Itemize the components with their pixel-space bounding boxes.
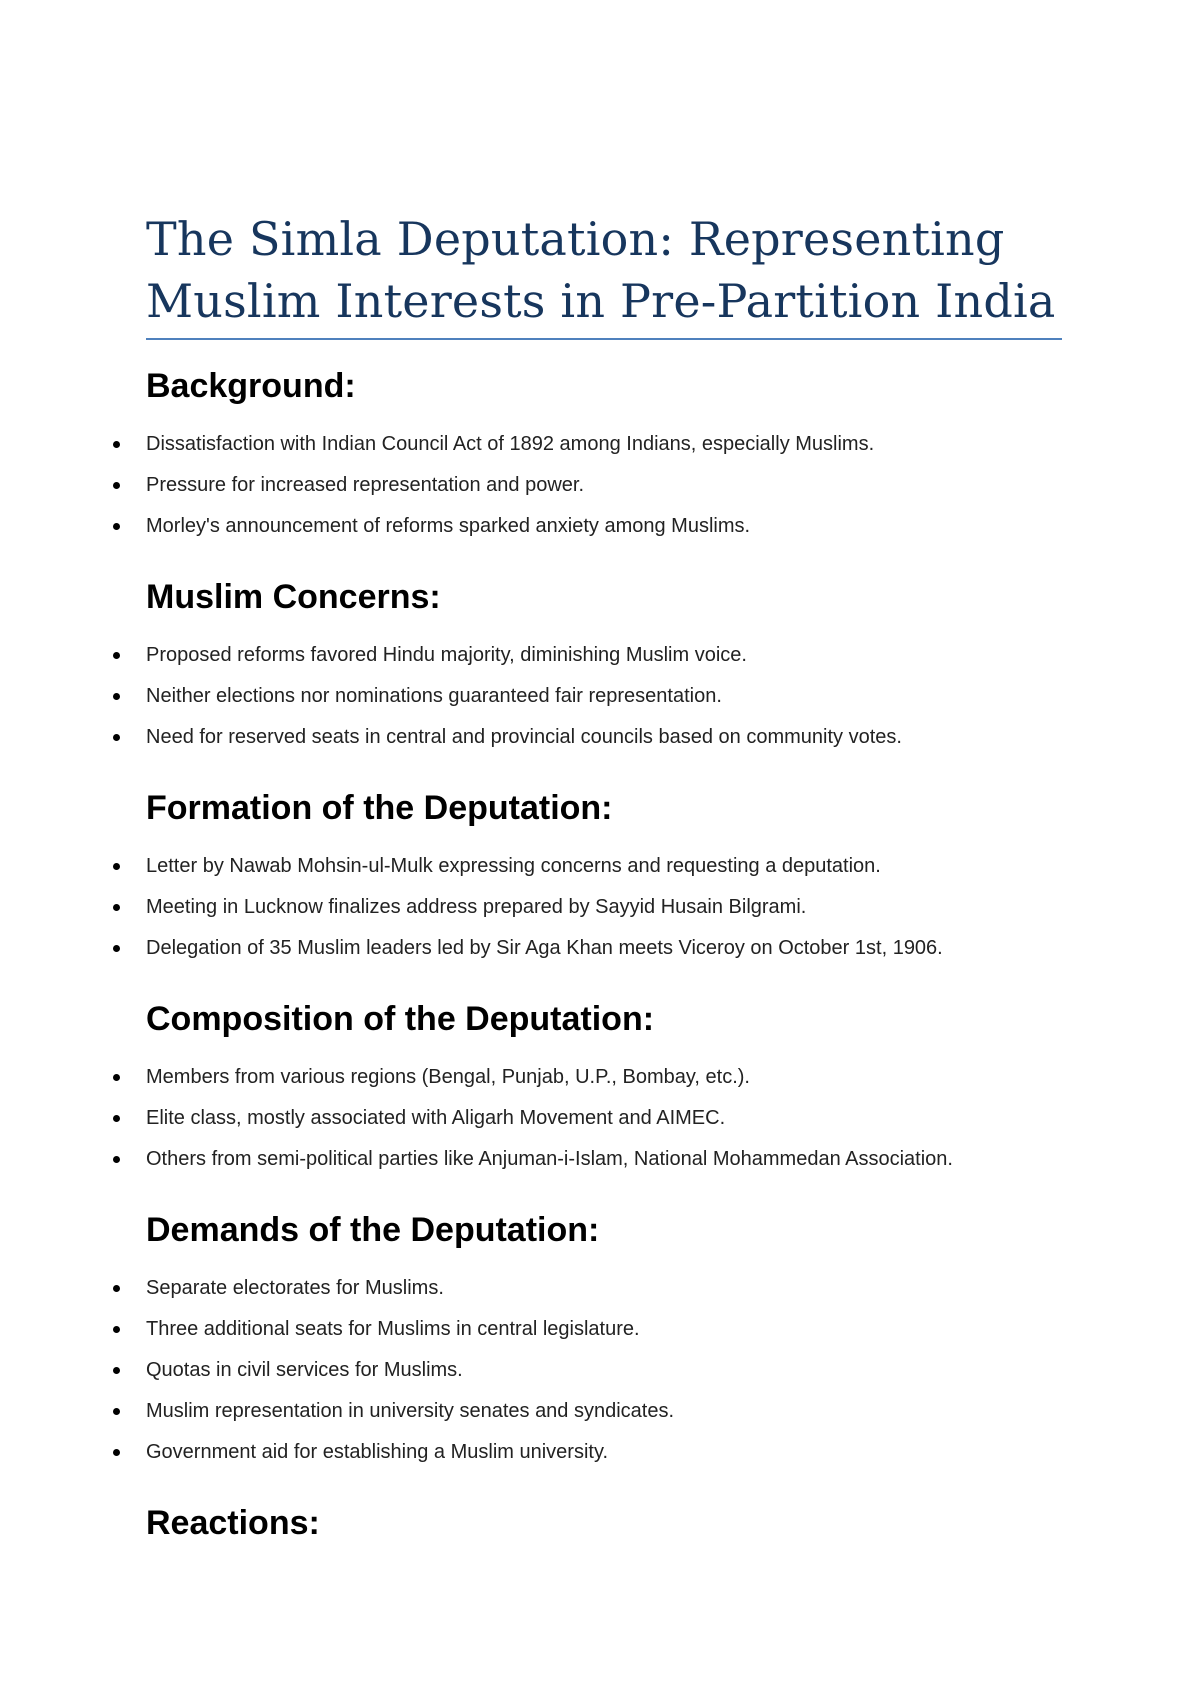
section-formation (146, 788, 1062, 969)
section-composition (146, 999, 1062, 1180)
list-item (146, 846, 1062, 887)
list-item-text: Government aid for establishing a Muslim university. (146, 1441, 609, 1463)
document-title-line-1: The Simla Deputation: Representing (146, 212, 1005, 266)
list-item (146, 1350, 1062, 1391)
list-item-text: Pressure for increased representation and power. (146, 474, 585, 496)
list-item (146, 465, 1062, 506)
list-item-text: Separate electorates for Muslims. (146, 1277, 444, 1299)
bullet-icon (113, 1408, 120, 1415)
document-title-line-2: Muslim Interests in Pre-Partition India (146, 274, 1056, 328)
list-item (146, 1139, 1062, 1180)
list-item (146, 1057, 1062, 1098)
bullet-icon (113, 904, 120, 911)
section-reactions (146, 1503, 1062, 1543)
list-item-text: Meeting in Lucknow finalizes address prepared by Sayyid Husain Bilgrami. (146, 896, 807, 918)
bullet-icon (113, 441, 120, 448)
section-heading: Reactions: (146, 1504, 320, 1542)
bullet-icon (113, 1115, 120, 1122)
bullet-icon (113, 945, 120, 952)
document-title (146, 208, 1062, 340)
list-item-text: Elite class, mostly associated with Aligarh Movement and AIMEC. (146, 1107, 726, 1129)
bullet-icon (113, 734, 120, 741)
section-heading: Muslim Concerns: (146, 578, 441, 616)
document-content (146, 208, 1062, 1561)
bullet-icon (113, 693, 120, 700)
bullet-list (146, 846, 1062, 969)
list-item-text: Others from semi-political parties like Anjuman-i-Islam, National Mohammedan Association. (146, 1148, 953, 1170)
bullet-list (146, 424, 1062, 547)
list-item-text: Neither elections nor nominations guaranteed fair representation. (146, 685, 722, 707)
bullet-icon (113, 1449, 120, 1456)
bullet-icon (113, 652, 120, 659)
section-heading: Formation of the Deputation: (146, 789, 613, 827)
list-item (146, 424, 1062, 465)
bullet-list (146, 1268, 1062, 1473)
list-item (146, 887, 1062, 928)
section-muslim-concerns (146, 577, 1062, 758)
bullet-icon (113, 863, 120, 870)
bullet-icon (113, 1285, 120, 1292)
section-heading: Composition of the Deputation: (146, 1000, 655, 1038)
list-item-text: Letter by Nawab Mohsin-ul-Mulk expressing concerns and requesting a deputation. (146, 855, 881, 877)
section-background (146, 366, 1062, 547)
bullet-icon (113, 482, 120, 489)
list-item-text: Delegation of 35 Muslim leaders led by Sir Aga Khan meets Viceroy on October 1st, 1906. (146, 937, 943, 959)
list-item (146, 1391, 1062, 1432)
list-item (146, 1268, 1062, 1309)
section-demands (146, 1210, 1062, 1473)
list-item (146, 1432, 1062, 1473)
list-item (146, 635, 1062, 676)
list-item-text: Muslim representation in university senates and syndicates. (146, 1400, 675, 1422)
list-item-text: Dissatisfaction with Indian Council Act of 1892 among Indians, especially Muslims. (146, 433, 875, 455)
list-item-text: Need for reserved seats in central and provincial councils based on community votes. (146, 726, 902, 748)
bullet-list (146, 1057, 1062, 1180)
bullet-icon (113, 1326, 120, 1333)
bullet-list (146, 635, 1062, 758)
list-item-text: Members from various regions (Bengal, Punjab, U.P., Bombay, etc.). (146, 1066, 750, 1088)
section-heading: Demands of the Deputation: (146, 1211, 600, 1249)
list-item (146, 1098, 1062, 1139)
list-item (146, 506, 1062, 547)
bullet-icon (113, 1367, 120, 1374)
section-heading: Background: (146, 367, 356, 405)
list-item (146, 1309, 1062, 1350)
bullet-icon (113, 523, 120, 530)
list-item-text: Three additional seats for Muslims in central legislature. (146, 1318, 640, 1340)
bullet-icon (113, 1156, 120, 1163)
list-item-text: Morley's announcement of reforms sparked anxiety among Muslims. (146, 515, 751, 537)
bullet-icon (113, 1074, 120, 1081)
list-item-text: Quotas in civil services for Muslims. (146, 1359, 463, 1381)
list-item (146, 717, 1062, 758)
list-item (146, 676, 1062, 717)
list-item (146, 928, 1062, 969)
list-item-text: Proposed reforms favored Hindu majority, diminishing Muslim voice. (146, 644, 747, 666)
